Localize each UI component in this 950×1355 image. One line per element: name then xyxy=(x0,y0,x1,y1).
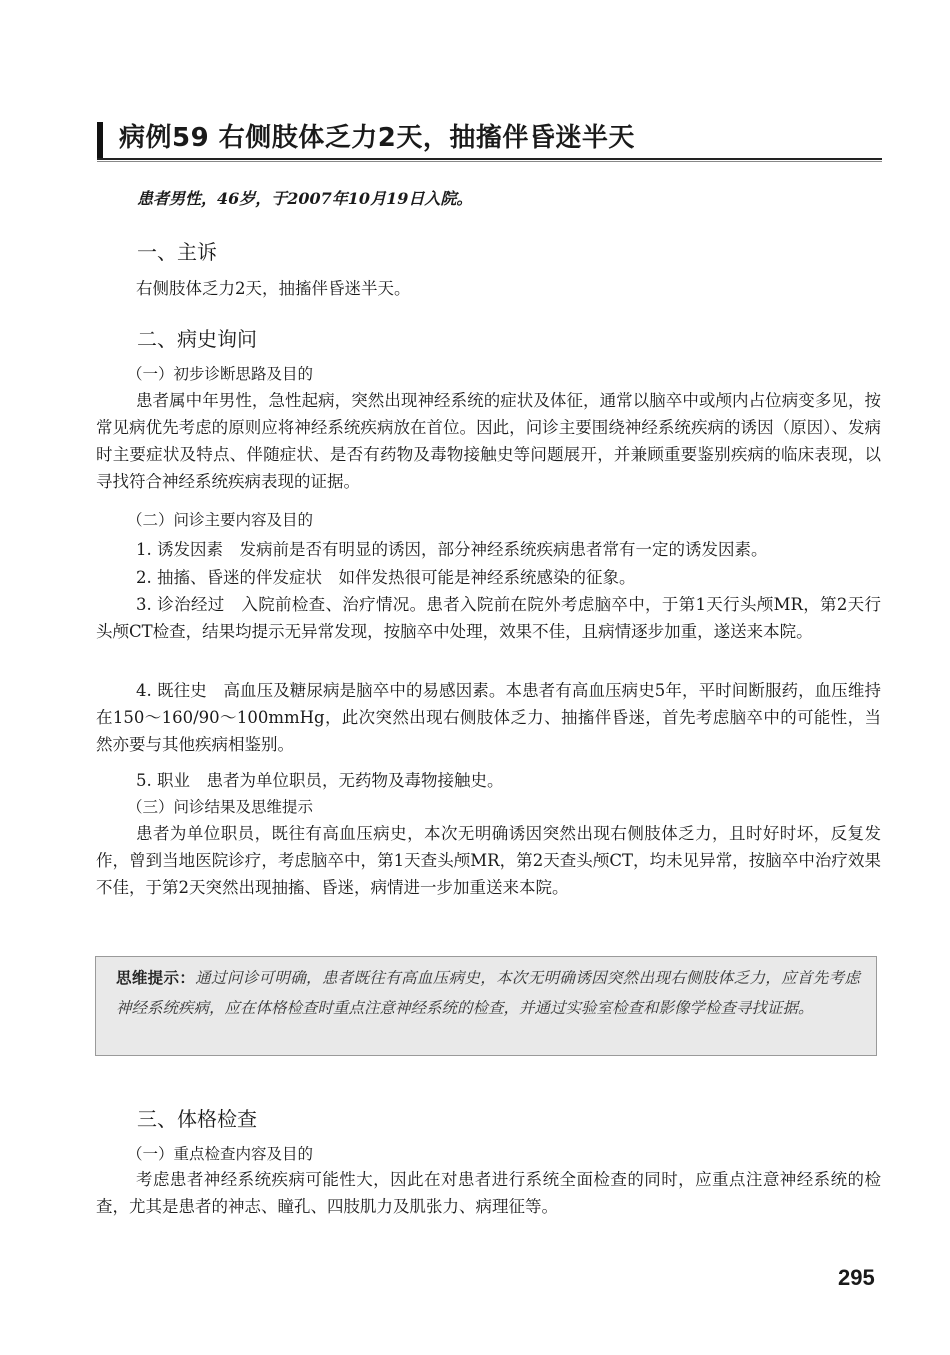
section3-sub1-text: 考虑患者神经系统疾病可能性大，因此在对患者进行系统全面检查的同时，应重点注意神经系统的检查，尤其是患者的神志、瞳孔、四肢肌力及肌张力、病理征等。 xyxy=(96,1170,881,1216)
page-number: 295 xyxy=(838,1265,875,1290)
inquiry-item-5: 5. 职业 患者为单位职员，无药物及毒物接触史。 xyxy=(136,771,504,790)
title-marker xyxy=(97,122,103,158)
section3-heading: 三、体格检查 xyxy=(137,1107,257,1131)
title-rule-thin xyxy=(97,161,882,162)
thinking-hint-label: 思维提示： xyxy=(116,969,196,987)
section2-sub1-text: 患者属中年男性，急性起病，突然出现神经系统的症状及体征，通常以脑卒中或颅内占位病变多见，按常见病优先考虑的原则应将神经系统疾病放在首位。因此，问诊主要围绕神经系统疾病的诱因（原因）、发病时主要症状及特点、伴随症状、是否有药物及毒物接触史等问题展开，并兼顾重要鉴别疾病的临床表现，以寻找符合神经系统疾病表现的证据。 xyxy=(96,391,881,491)
section2-sub2-heading: （二）问诊主要内容及目的 xyxy=(127,511,314,529)
section2-sub3-text: 患者为单位职员，既往有高血压病史，本次无明确诱因突然出现右侧肢体乏力，且时好时坏，反复发作，曾到当地医院诊疗，考虑脑卒中，第1天查头颅MR，第2天查头颅CT，均未见异常，按脑卒中治疗效果不佳，于第2天突然出现抽搐、昏迷，病情进一步加重送来本院。 xyxy=(96,824,881,897)
section3-sub1-heading: （一）重点检查内容及目的 xyxy=(127,1145,314,1163)
thinking-hint-body: 通过问诊可明确，患者既往有高血压病史，本次无明确诱因突然出现右侧肢体乏力，应首先考虑神经系统疾病，应在体格检查时重点注意神经系统的检查，并通过实验室检查和影像学检查寻找证据。 xyxy=(116,969,860,1017)
inquiry-item-3: 3. 诊治经过 入院前检查、治疗情况。患者入院前在院外考虑脑卒中，于第1天行头颅MR，第2天行头颅CT检查，结果均提示无异常发现，按脑卒中处理，效果不佳，且病情逐步加重，遂送来本院。 xyxy=(96,595,881,641)
title-rule xyxy=(97,158,882,160)
case-title-bar xyxy=(97,120,880,160)
thinking-hint-text xyxy=(116,963,860,1023)
inquiry-item-2: 2. 抽搐、昏迷的伴发症状 如伴发热很可能是神经系统感染的征象。 xyxy=(136,568,636,587)
section2-sub3-heading: （三）问诊结果及思维提示 xyxy=(127,798,314,816)
patient-info: 患者男性，46岁，于2007年10月19日入院。 xyxy=(137,189,473,208)
case-title: 病例59 右侧肢体乏力2天，抽搐伴昏迷半天 xyxy=(119,123,635,153)
inquiry-item-4: 4. 既往史 高血压及糖尿病是脑卒中的易感因素。本患者有高血压病史5年，平时间断服药，血压维持在150～160/90～100mmHg，此次突然出现右侧肢体乏力、抽搐伴昏迷，首先考虑脑卒中的可能性，当然亦要与其他疾病相鉴别。 xyxy=(96,681,881,754)
section1-text: 右侧肢体乏力2天，抽搐伴昏迷半天。 xyxy=(136,279,411,298)
section2-heading: 二、病史询问 xyxy=(137,327,257,351)
section2-sub1-heading: （一）初步诊断思路及目的 xyxy=(127,365,314,383)
section1-heading: 一、主诉 xyxy=(137,240,217,264)
inquiry-item-1: 1. 诱发因素 发病前是否有明显的诱因，部分神经系统疾病患者常有一定的诱发因素。 xyxy=(136,540,768,559)
thinking-hint-box xyxy=(95,956,877,1056)
